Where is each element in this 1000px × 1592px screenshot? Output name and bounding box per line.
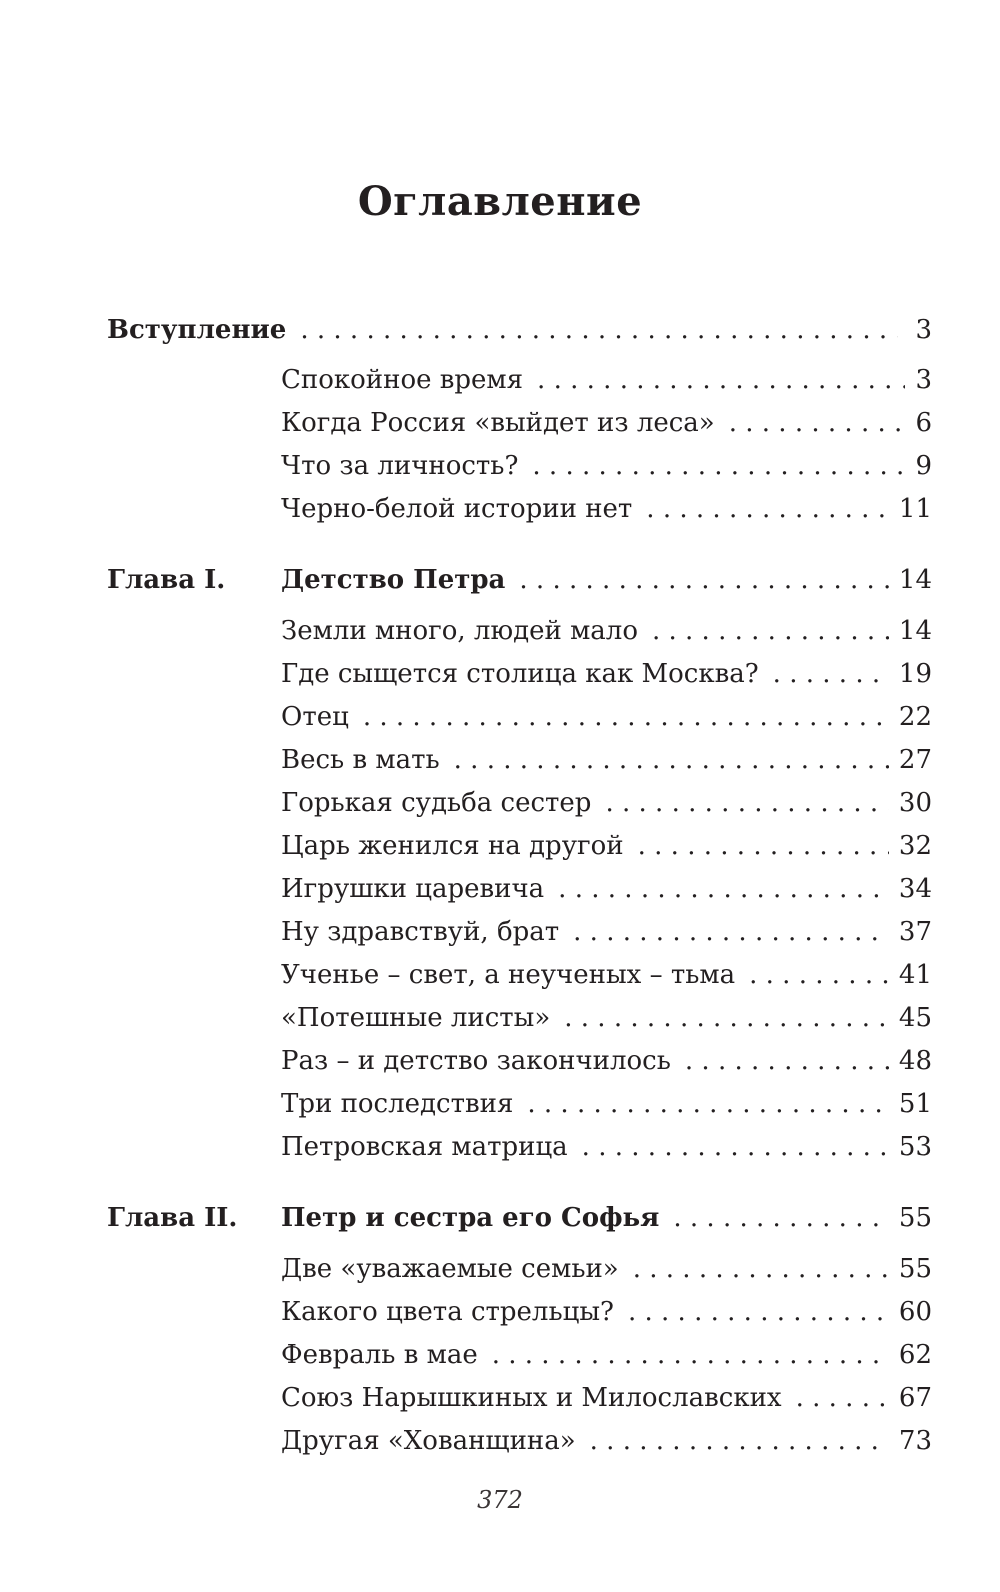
dot-leader xyxy=(773,656,889,692)
toc-page-number: 67 xyxy=(898,1383,932,1413)
toc-entry-title: Три последствия xyxy=(281,1089,514,1119)
toc-section-row xyxy=(281,1200,932,1236)
toc-title: Оглавление xyxy=(357,178,643,225)
toc-entry-title: Какого цвета стрельцы? xyxy=(281,1297,614,1327)
dot-leader xyxy=(638,828,889,864)
chapter-number: Глава I. xyxy=(107,565,226,595)
toc-entry-row xyxy=(281,1380,932,1416)
toc-entry-row xyxy=(281,613,932,649)
toc-entry-row xyxy=(281,742,932,778)
toc-entry-row xyxy=(281,1129,932,1165)
dot-leader xyxy=(519,562,889,598)
toc-page-number: 53 xyxy=(898,1132,932,1162)
dot-leader xyxy=(558,871,889,907)
toc-entry-row xyxy=(281,785,932,821)
dot-leader xyxy=(363,699,889,735)
dot-leader xyxy=(605,785,888,821)
dot-leader xyxy=(590,1423,889,1459)
dot-leader xyxy=(582,1129,889,1165)
dot-leader xyxy=(652,613,889,649)
toc-entry-title: Раз – и детство закончилось xyxy=(281,1046,671,1076)
toc-page-number: 22 xyxy=(898,702,932,732)
toc-page-number: 37 xyxy=(898,917,932,947)
toc-page-number: 30 xyxy=(898,788,932,818)
toc-entry-title: Когда Россия «выйдет из леса» xyxy=(281,408,715,438)
toc-entry-title: Горькая судьба сестер xyxy=(281,788,592,818)
dot-leader xyxy=(573,914,889,950)
dot-leader xyxy=(729,405,906,441)
dot-leader xyxy=(454,742,889,778)
dot-leader xyxy=(633,1251,889,1287)
toc-page-number: 48 xyxy=(898,1046,932,1076)
toc-entry-title: Земли много, людей мало xyxy=(281,616,638,646)
toc-entry-row xyxy=(281,1294,932,1330)
toc-entry-title: Спокойное время xyxy=(281,365,524,395)
dot-leader xyxy=(527,1086,889,1122)
toc-page-number: 55 xyxy=(898,1254,932,1284)
toc-entry-row xyxy=(281,1043,932,1079)
toc-entry-row xyxy=(281,914,932,950)
toc-page-number: 41 xyxy=(898,960,932,990)
toc-entry-title: Февраль в мае xyxy=(281,1340,478,1370)
toc-page-number: 19 xyxy=(898,659,932,689)
toc-page-number: 9 xyxy=(915,451,932,481)
toc-page-number: 62 xyxy=(898,1340,932,1370)
toc-entry-row xyxy=(281,656,932,692)
toc-entry-title: «Потешные листы» xyxy=(281,1003,551,1033)
toc-page-number: 27 xyxy=(898,745,932,775)
toc-entry-row xyxy=(281,1423,932,1459)
toc-entry-title: Игрушки царевича xyxy=(281,874,545,904)
toc-entry-row xyxy=(281,828,932,864)
toc-entry-row xyxy=(281,699,932,735)
toc-page-number: 34 xyxy=(898,874,932,904)
dot-leader xyxy=(628,1294,889,1330)
toc-page-number: 45 xyxy=(898,1003,932,1033)
toc-entry-title: Отец xyxy=(281,702,349,732)
toc-entry-title: Союз Нарышкиных и Милославских xyxy=(281,1383,782,1413)
toc-entry-title: Царь женился на другой xyxy=(281,831,624,861)
toc-page-number: 60 xyxy=(898,1297,932,1327)
toc-entry-title: Ученье – свет, а неученых – тьма xyxy=(281,960,736,990)
toc-entry-row xyxy=(281,871,932,907)
dot-leader xyxy=(492,1337,889,1373)
toc-page-number: 14 xyxy=(898,565,932,595)
toc-entry-title: Где сыщется столица как Москва? xyxy=(281,659,759,689)
dot-leader xyxy=(796,1380,889,1416)
toc-page-number: 3 xyxy=(915,365,932,395)
toc-section-row xyxy=(107,312,932,348)
toc-entry-row xyxy=(281,1086,932,1122)
toc-entry-title: Что за личность? xyxy=(281,451,519,481)
toc-entry-row xyxy=(281,405,932,441)
toc-entry-title: Ну здравствуй, брат xyxy=(281,917,560,947)
toc-entry-row xyxy=(281,1251,932,1287)
dot-leader xyxy=(646,491,889,527)
toc-entry-title: Другая «Хованщина» xyxy=(281,1426,576,1456)
toc-entry-title: Детство Петра xyxy=(281,565,506,595)
toc-entry-row xyxy=(281,491,932,527)
toc-entry-row xyxy=(281,362,932,398)
toc-entry-title: Петр и сестра его Софья xyxy=(281,1203,660,1233)
toc-page-number: 11 xyxy=(898,494,932,524)
toc-entry-row xyxy=(281,1337,932,1373)
page-number: 372 xyxy=(477,1486,523,1514)
toc-entry-row xyxy=(281,957,932,993)
dot-leader xyxy=(673,1200,889,1236)
dot-leader xyxy=(300,312,897,348)
dot-leader xyxy=(685,1043,889,1079)
dot-leader xyxy=(537,362,905,398)
toc-entry-title: Вступление xyxy=(107,315,287,345)
dot-leader xyxy=(564,1000,889,1036)
toc-entry-row xyxy=(281,1000,932,1036)
chapter-number: Глава II. xyxy=(107,1203,238,1233)
toc-page-number: 3 xyxy=(915,315,932,345)
toc-section-row xyxy=(281,562,932,598)
dot-leader xyxy=(749,957,889,993)
toc-entry-title: Черно-белой истории нет xyxy=(281,494,633,524)
toc-page-number: 14 xyxy=(898,616,932,646)
toc-page-number: 32 xyxy=(898,831,932,861)
dot-leader xyxy=(532,448,905,484)
toc-entry-row xyxy=(281,448,932,484)
toc-page-number: 55 xyxy=(898,1203,932,1233)
toc-page-number: 6 xyxy=(915,408,932,438)
toc-page-number: 73 xyxy=(898,1426,932,1456)
toc-page-number: 51 xyxy=(898,1089,932,1119)
toc-entry-title: Весь в мать xyxy=(281,745,440,775)
toc-entry-title: Петровская матрица xyxy=(281,1132,568,1162)
toc-entry-title: Две «уважаемые семьи» xyxy=(281,1254,619,1284)
